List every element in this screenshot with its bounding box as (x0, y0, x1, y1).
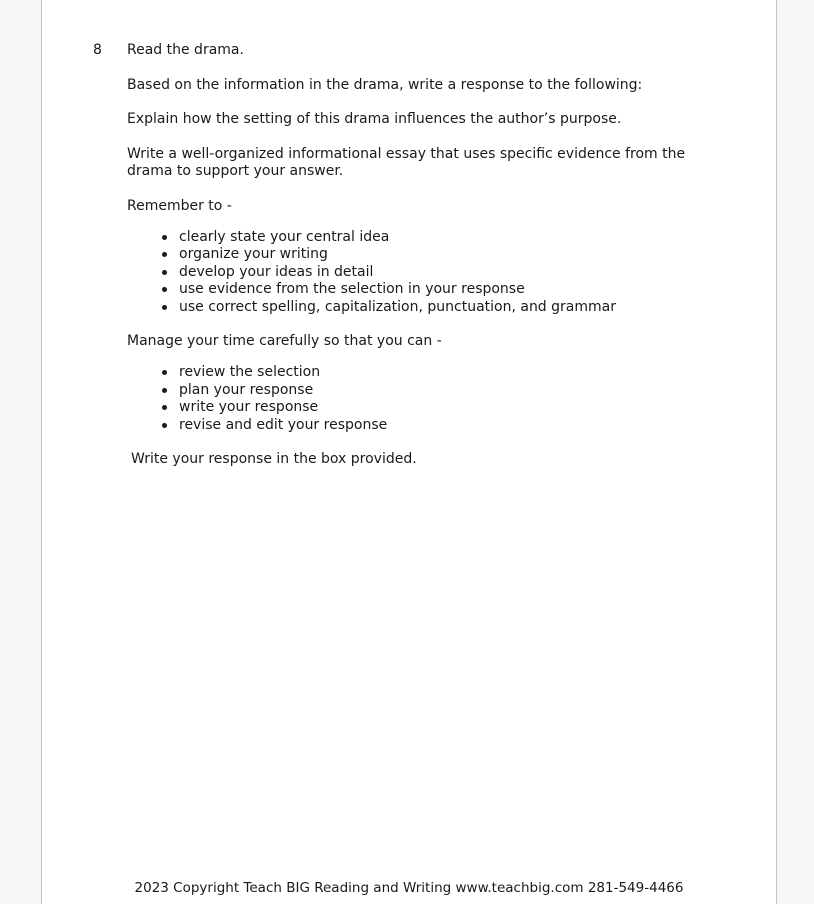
list-item (179, 364, 712, 382)
list-item-label: review the selection (179, 364, 321, 380)
list-item-label: revise and edit your response (179, 416, 388, 433)
copyright-footer: 2023 Copyright Teach BIG Reading and Writing www.teachbig.com 281-549-4466 (134, 880, 684, 896)
manage-list (127, 364, 712, 434)
bullet-icon (162, 270, 167, 275)
bullet-icon (162, 305, 167, 310)
list-item (179, 264, 712, 282)
bullet-icon (162, 405, 167, 410)
list-item-label: write your response (179, 399, 319, 415)
list-item (179, 281, 712, 299)
bullet-icon (162, 235, 167, 240)
bullet-icon (162, 388, 167, 393)
list-item-label: use evidence from the selection in your response (179, 281, 525, 297)
list-item-label: clearly state your central idea (179, 228, 390, 245)
prompt-paragraph: Explain how the setting of this drama influences the author’s purpose. (127, 111, 622, 127)
intro-paragraph: Based on the information in the drama, write a response to the following: (127, 76, 643, 93)
list-item-label: develop your ideas in detail (179, 263, 374, 280)
question-number: 8 (93, 42, 102, 58)
bullet-icon (162, 252, 167, 257)
closing-instruction: Write your response in the box provided. (131, 451, 417, 467)
document-page (41, 0, 777, 904)
list-item (179, 399, 712, 417)
remember-heading: Remember to - (127, 197, 232, 214)
list-item-label: organize your writing (179, 246, 328, 262)
bullet-icon (162, 287, 167, 292)
bullet-icon (162, 423, 167, 428)
bullet-icon (162, 370, 167, 375)
list-item-label: plan your response (179, 381, 314, 398)
task-paragraph: Write a well-organized informational essay that uses specific evidence from the drama to support your answer. (127, 145, 686, 179)
list-item (179, 229, 712, 247)
question-content (93, 42, 712, 469)
list-item (179, 299, 712, 317)
list-item (179, 382, 712, 400)
question-title: Read the drama. (127, 42, 244, 58)
manage-heading: Manage your time carefully so that you can - (127, 333, 442, 349)
list-item (179, 246, 712, 264)
list-item-label: use correct spelling, capitalization, punctuation, and grammar (179, 298, 616, 315)
list-item (179, 417, 712, 435)
remember-list (127, 229, 712, 317)
